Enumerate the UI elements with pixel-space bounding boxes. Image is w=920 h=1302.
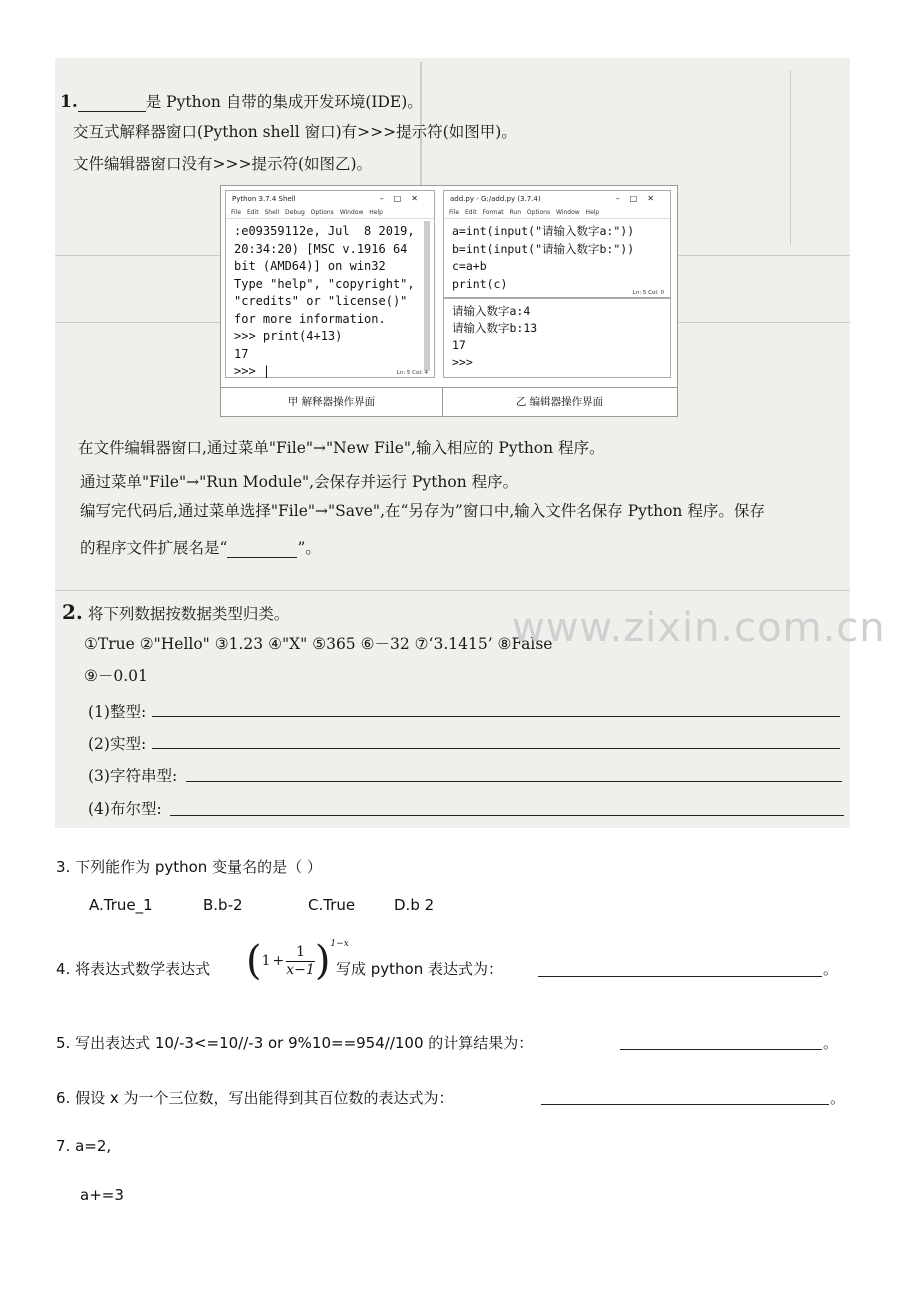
q2-items: ①True ②"Hello" ③1.23 ④"X" ⑤365 ⑥－32 ⑦‘3.1415’ ⑧False bbox=[84, 635, 553, 653]
q7-line2: a+=3 bbox=[80, 1186, 124, 1204]
right-paren: ) bbox=[314, 938, 331, 984]
shell-window bbox=[225, 190, 435, 378]
formula-exponent: 1−x bbox=[330, 939, 349, 949]
q2-blank-float[interactable] bbox=[152, 748, 840, 749]
q1-line1 bbox=[60, 90, 423, 112]
fraction-numerator: 1 bbox=[286, 944, 315, 962]
q1-line2: 交互式解释器窗口(Python shell 窗口)有>>>提示符(如图甲)。 bbox=[73, 123, 517, 141]
q1-line3: 文件编辑器窗口没有>>>提示符(如图乙)。 bbox=[73, 155, 373, 173]
ghost-divider bbox=[55, 590, 850, 591]
q3-option-d[interactable]: D.b 2 bbox=[394, 896, 435, 914]
q2-blank-bool[interactable] bbox=[170, 815, 844, 816]
q5-answer-blank[interactable] bbox=[620, 1049, 822, 1050]
formula-plus: + bbox=[272, 953, 285, 969]
q2-items2: ⑨－0.01 bbox=[84, 667, 148, 685]
editor-menubar: File Edit Format Run Options Window Help bbox=[444, 207, 670, 219]
q2-label-int: (1)整型: bbox=[88, 703, 147, 721]
run-output: 请输入数字a:4 请输入数字b:13 17 >>> bbox=[452, 304, 538, 369]
editor-titlebar bbox=[444, 191, 670, 207]
watermark: www.zixin.com.cn bbox=[512, 605, 886, 651]
q2-blank-str[interactable] bbox=[186, 781, 842, 782]
fraction-denominator: x−1 bbox=[286, 961, 315, 978]
formula-one: 1 bbox=[261, 953, 271, 969]
q6-text: 6. 假设 x 为一个三位数，写出能得到其百位数的表达式为： bbox=[56, 1089, 454, 1107]
q6-end: 。 bbox=[830, 1089, 846, 1107]
run-output-window bbox=[443, 298, 671, 378]
q2-title: 将下列数据按数据类型归类。 bbox=[87, 605, 290, 623]
q5-text: 5. 写出表达式 10/-3<=10//-3 or 9%10==954//100 的计算结果为： bbox=[56, 1034, 534, 1052]
q3-option-a[interactable]: A.True_1 bbox=[89, 896, 153, 914]
q4-suffix: 写成 python 表达式为： bbox=[336, 960, 504, 978]
q1-blank-ide[interactable] bbox=[78, 111, 146, 112]
ide-screenshots bbox=[220, 185, 678, 417]
q2-title-line bbox=[62, 600, 289, 624]
q5-end: 。 bbox=[823, 1034, 839, 1052]
shell-caption: 甲 解释器操作界面 bbox=[221, 387, 443, 416]
left-paren: ( bbox=[246, 938, 262, 984]
q3-option-c[interactable]: C.True bbox=[308, 896, 356, 914]
q6-answer-blank[interactable] bbox=[541, 1104, 829, 1105]
q7-line1: 7. a=2, bbox=[56, 1137, 112, 1155]
q1-line7 bbox=[80, 536, 321, 558]
editor-title: add.py - G:/add.py (3.7.4) bbox=[450, 195, 541, 203]
shell-scrollbar bbox=[424, 221, 430, 371]
q2-label-str: (3)字符串型: bbox=[88, 767, 178, 785]
q1-line6: 编写完代码后,通过菜单选择"File"→"Save",在“另存为”窗口中,输入文件名保存 Python 程序。保存 bbox=[80, 502, 765, 520]
q1-line4: 在文件编辑器窗口,通过菜单"File"→"New File",输入相应的 Python 程序。 bbox=[78, 439, 605, 457]
q1-line1-text: 是 Python 自带的集成开发环境(IDE)。 bbox=[145, 93, 423, 111]
editor-window bbox=[443, 190, 671, 298]
editor-code: a=int(input("请输入数字a:")) b=int(input("请输入数字b:")) c=a+b print(c) bbox=[452, 224, 635, 291]
q1-line7-text: 的程序文件扩展名是“ bbox=[80, 539, 228, 557]
window-controls: –□✕ bbox=[615, 194, 664, 203]
q1-number: 1. bbox=[60, 92, 78, 112]
q1-blank-extension[interactable] bbox=[227, 557, 297, 558]
shell-menubar: File Edit Shell Debug Options Window Help bbox=[226, 207, 434, 219]
ghost-divider bbox=[790, 70, 791, 245]
q4-end: 。 bbox=[823, 960, 839, 978]
q1-line5: 通过菜单"File"→"Run Module",会保存并运行 Python 程序。 bbox=[80, 473, 519, 491]
q4-formula bbox=[246, 938, 349, 991]
q2-label-bool: (4)布尔型: bbox=[88, 800, 162, 818]
q3-text: 3. 下列能作为 python 变量名的是（ ） bbox=[56, 858, 322, 876]
q2-blank-int[interactable] bbox=[152, 716, 840, 717]
shell-code: :e09359112e, Jul 8 2019, 20:34:20) [MSC v.1916 64 bit (AMD64)] on win32 Type "help", "copyright", "credits" or "license()" for more information. >>> print(4+13) 17 >>> | bbox=[234, 224, 415, 378]
editor-status: Ln: 5 Col: 0 bbox=[632, 290, 664, 296]
shell-title: Python 3.7.4 Shell bbox=[232, 195, 296, 203]
fraction bbox=[286, 944, 315, 979]
shell-status: Ln: 5 Col: 4 bbox=[396, 370, 428, 376]
q3-option-b[interactable]: B.b-2 bbox=[203, 896, 243, 914]
q2-number: 2. bbox=[62, 600, 83, 624]
editor-caption: 乙 编辑器操作界面 bbox=[442, 387, 677, 416]
shell-titlebar bbox=[226, 191, 434, 207]
q4-answer-blank[interactable] bbox=[538, 976, 822, 977]
q2-label-float: (2)实型: bbox=[88, 735, 147, 753]
window-controls: –□✕ bbox=[379, 194, 428, 203]
q1-line7-end: ”。 bbox=[297, 539, 321, 557]
q4-prefix: 4. 将表达式数学表达式 bbox=[56, 960, 211, 978]
